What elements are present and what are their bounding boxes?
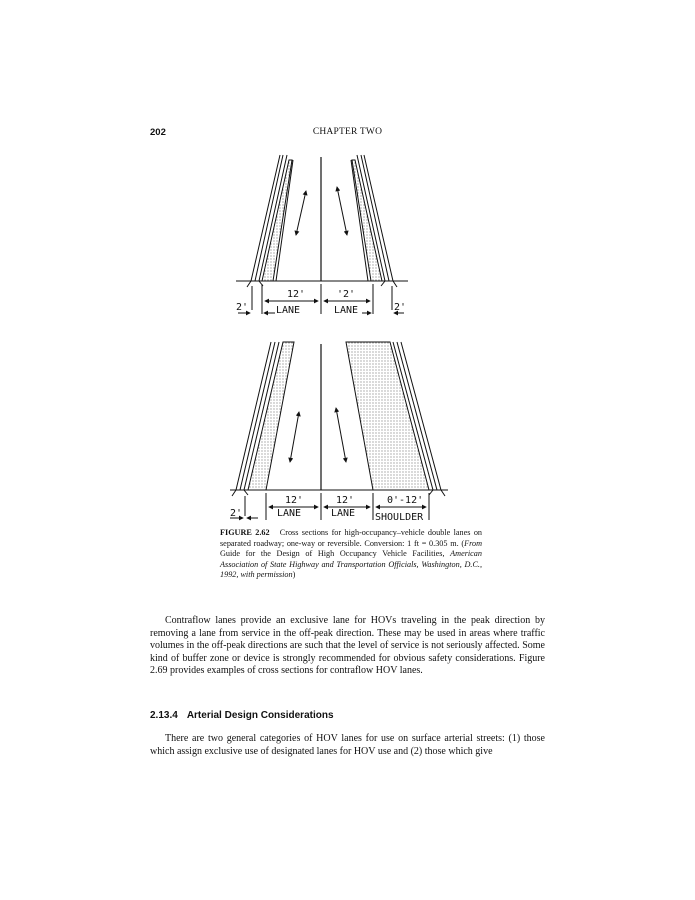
caption-source-title: Guide for the Design of High Occupancy Vehicle Facilities, (220, 549, 451, 559)
bottom-lane-left-label: LANE (277, 508, 302, 519)
paragraph-arterial: There are two general categories of HOV lanes for use on surface arterial streets: (1) those which assign exclusive use of designated lanes for HOV use and (2) those which give (150, 733, 545, 757)
section-heading (150, 710, 334, 721)
bottom-lane-right-label: LANE (331, 508, 356, 519)
top-shoulder-left: 2' (236, 302, 249, 313)
bottom-shoulder-left: 2' (230, 508, 243, 519)
figure-label: FIGURE 2.62 (220, 528, 270, 537)
top-shoulder-right: 2' (394, 302, 407, 313)
paragraph-contraflow: Contraflow lanes provide an exclusive lane for HOVs traveling in the peak direction by removing a lane from service in the off-peak direction. These may be used in areas where traffic volumes in the off-peak directions are such that the level of service is not seriously affected. Some kind of buffer zone or device is strongly recommended for obvious safety considerations. Figure 2.69 provides examples of cross sections for contraflow HOV lanes. (150, 615, 545, 676)
bottom-shoulder-right-label: SHOULDER (375, 512, 424, 523)
top-lane-right-label: LANE (334, 305, 359, 316)
section-title: Arterial Design Considerations (186, 710, 334, 721)
bottom-lane-left-width: 12' (285, 495, 304, 506)
bottom-shoulder-right-width: 0'-12' (387, 495, 424, 506)
page-number: 202 (150, 127, 166, 138)
top-lane-right-width: '2' (337, 289, 356, 300)
running-head: CHAPTER TWO (312, 127, 383, 137)
caption-source-from: From (464, 538, 482, 548)
figure-caption: FIGURE 2.62 Cross sections for high-occupancy–vehicle double lanes on separated roadway; one-way or reversible. Conversion: 1 ft = 0.305 m. (From Guide for the Design of High Occupancy Vehicle Facilities, American Association of State Highway and Transportation Officials, Washington, D.C., 1992, with permission) (220, 528, 483, 580)
top-lane-left-label: LANE (276, 305, 301, 316)
figure-caption-text: Cross sections for high-occupancy–vehicle double lanes on separated roadway; one-way or reversible. Conversion: 1 ft = 0.305 m. (220, 528, 483, 548)
bottom-lane-right-width: 12' (336, 495, 355, 506)
top-lane-left-width: 12' (287, 289, 306, 300)
section-number: 2.13.4 (150, 710, 178, 721)
caption-source-publisher: American Association of State Highway and Transportation Officials, Washington, D.C., 1992, with permission (220, 549, 482, 580)
